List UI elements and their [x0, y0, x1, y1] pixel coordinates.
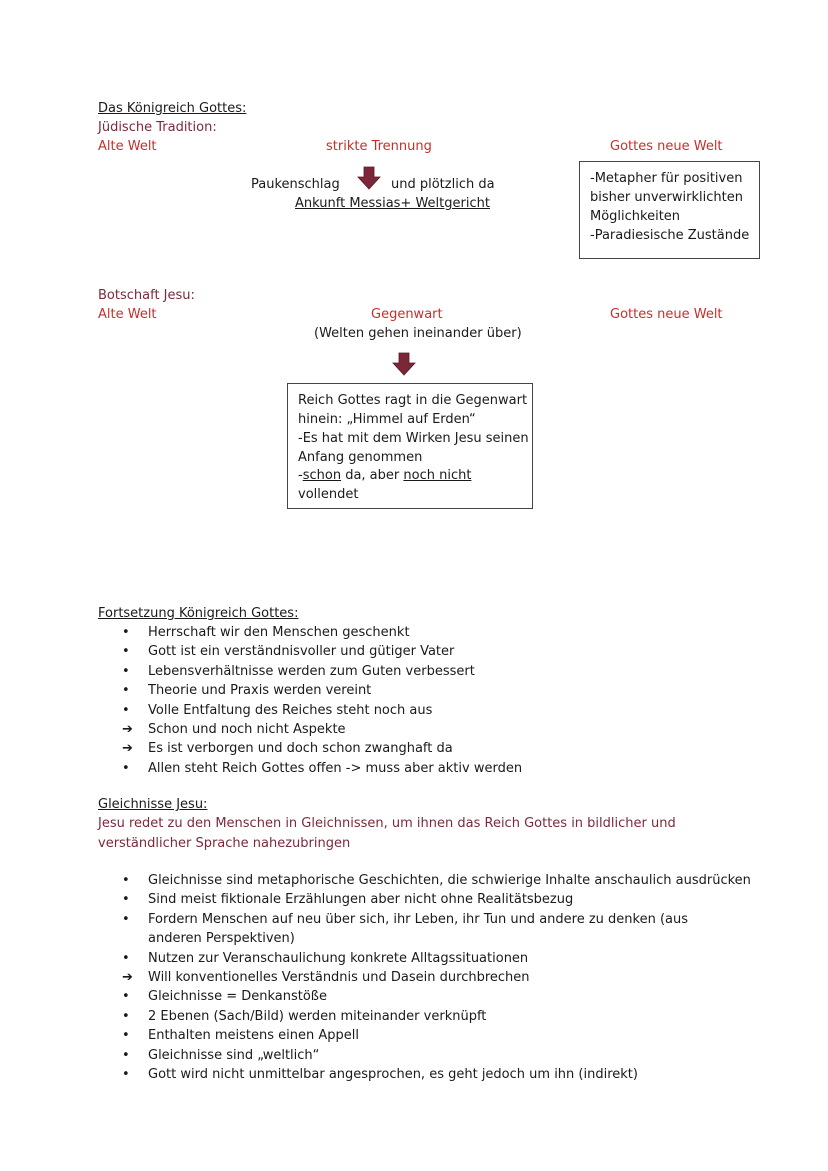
gottes-neue-welt-box	[579, 161, 760, 259]
box1-line: -Paradiesische Zustände	[590, 228, 750, 243]
right-arrow-icon: ➔	[122, 741, 133, 757]
section2-col-right: Gottes neue Welt	[610, 307, 723, 322]
section1-heading: Das Königreich Gottes:	[98, 101, 247, 116]
list-item: • Volle Entfaltung des Reiches steht noch aus	[98, 701, 758, 720]
list-item: • Allen steht Reich Gottes offen -> muss aber aktiv werden	[98, 759, 758, 778]
list-item: • Fordern Menschen auf neu über sich, ihr Leben, ihr Tun und andere zu denken (aus anderen Perspektiven)	[122, 911, 689, 947]
list-item: • Gleichnisse sind „weltlich“	[98, 1046, 738, 1065]
box2-line: Reich Gottes ragt in die Gegenwart	[298, 393, 528, 408]
list-item: ➔ Schon und noch nicht Aspekte	[98, 720, 758, 739]
section2-col-mid: Gegenwart	[371, 307, 443, 322]
right-arrow-icon: ➔	[122, 969, 133, 985]
section2-sub: (Welten gehen ineinander über)	[314, 326, 522, 341]
section1-subheading: Jüdische Tradition:	[98, 120, 217, 135]
list-item: • Gott ist ein verständnisvoller und gütiger Vater	[98, 642, 758, 661]
section4-heading: Gleichnisse Jesu:	[98, 797, 208, 812]
bullet-icon: •	[122, 702, 130, 718]
section1-col-left: Alte Welt	[98, 139, 157, 154]
list-item: • Sind meist fiktionale Erzählungen aber nicht ohne Realitätsbezug	[98, 890, 738, 909]
bullet-icon: •	[122, 892, 130, 908]
bullet-icon: •	[122, 625, 130, 640]
list-item: ➔ Es ist verborgen und doch schon zwanghaft da	[98, 739, 758, 758]
bullet-icon: •	[122, 950, 130, 966]
list-item: • Gleichnisse sind metaphorische Geschichten, die schwierige Inhalte anschaulich ausdrücken	[98, 871, 738, 890]
list-item: • Nutzen zur Veranschaulichung konkrete Alltagssituationen	[98, 949, 738, 968]
section3-list	[98, 623, 758, 778]
pauken-label: Paukenschlag	[251, 177, 340, 192]
list-item: • Lebensverhältnisse werden zum Guten verbessert	[98, 662, 758, 681]
list-item: • Herrschaft wir den Menschen geschenkt	[98, 623, 758, 642]
bullet-icon: •	[122, 1047, 130, 1063]
section2-col-left: Alte Welt	[98, 307, 157, 322]
ankunft-label: Ankunft Messias+ Weltgericht	[295, 196, 490, 211]
section1-col-mid: strikte Trennung	[326, 139, 432, 154]
section3-heading: Fortsetzung Königreich Gottes:	[98, 606, 299, 621]
down-arrow-icon	[392, 352, 416, 376]
box2-line: vollendet	[298, 487, 359, 502]
section1-col-right: Gottes neue Welt	[610, 139, 723, 154]
bullet-icon: •	[122, 663, 130, 679]
list-item: • Gleichnisse = Denkanstöße	[98, 987, 738, 1006]
list-item: • 2 Ebenen (Sach/Bild) werden miteinander verknüpft	[98, 1007, 738, 1026]
box1-line: -Metapher für positiven	[590, 171, 743, 186]
box2-line: -Es hat mit dem Wirken Jesu seinen	[298, 431, 529, 446]
list-item: • Enthalten meistens einen Appell	[98, 1026, 738, 1045]
box1-line: Möglichkeiten	[590, 209, 681, 224]
bullet-icon: •	[122, 911, 130, 927]
box2-line-schon: -schon da, aber noch nicht	[298, 468, 472, 483]
box2-line: Anfang genommen	[298, 450, 423, 465]
section4-list	[98, 871, 751, 1084]
box2-line: hinein: „Himmel auf Erden“	[298, 412, 476, 427]
bullet-icon: •	[122, 1066, 130, 1082]
right-arrow-icon: ➔	[122, 721, 133, 737]
bullet-icon: •	[122, 683, 130, 699]
section4-intro: Jesu redet zu den Menschen in Gleichnissen, um ihnen das Reich Gottes in bildlicher und verständlicher Sprache nahezubringen	[98, 816, 676, 851]
list-item: ➔ Will konventionelles Verständnis und Dasein durchbrechen	[98, 968, 738, 987]
section2-heading: Botschaft Jesu:	[98, 288, 195, 303]
box1-line: bisher unverwirklichten	[590, 190, 743, 205]
reich-gottes-box	[287, 383, 533, 509]
down-arrow-icon	[357, 166, 381, 190]
bullet-icon: •	[122, 873, 130, 888]
list-item: • Gott wird nicht unmittelbar angesprochen, es geht jedoch um ihn (indirekt)	[98, 1065, 738, 1084]
ploetzlich-label: und plötzlich da	[391, 177, 495, 192]
bullet-icon: •	[122, 1008, 130, 1024]
list-item: • Theorie und Praxis werden vereint	[98, 681, 758, 700]
bullet-icon: •	[122, 760, 130, 776]
bullet-icon: •	[122, 989, 130, 1005]
bullet-icon: •	[122, 1028, 130, 1044]
bullet-icon: •	[122, 644, 130, 660]
